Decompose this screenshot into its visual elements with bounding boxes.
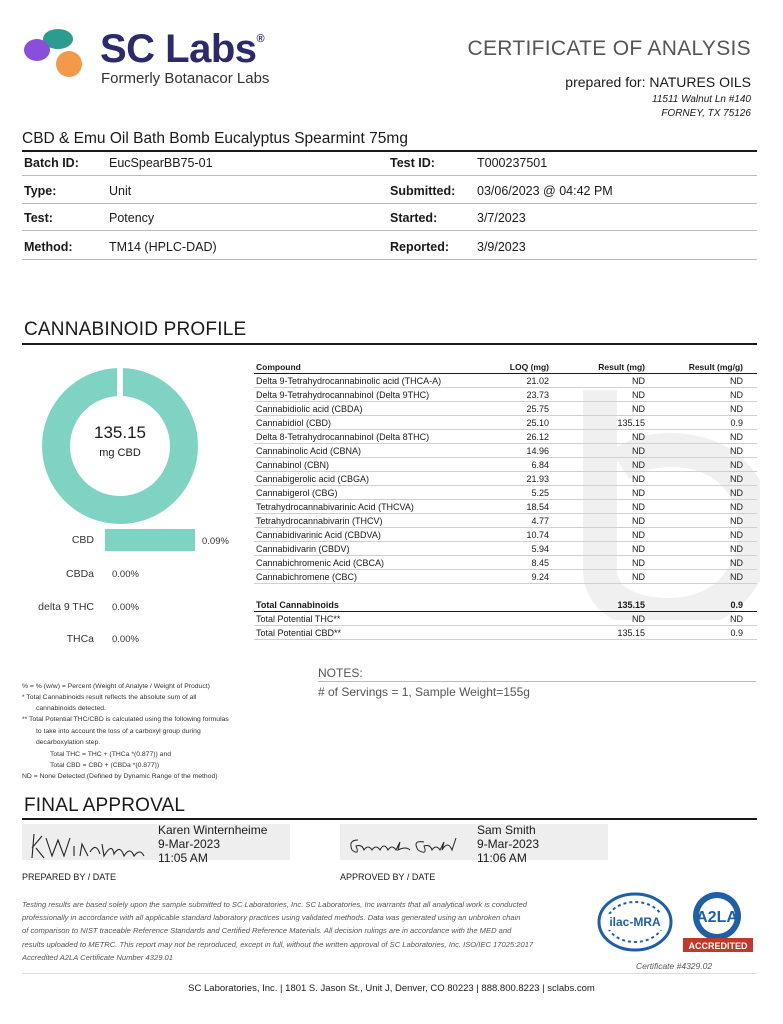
cell-loq: 9.24 bbox=[531, 572, 549, 582]
bar-label-cbda: CBDa bbox=[65, 568, 94, 580]
divider bbox=[22, 259, 757, 260]
cell-loq: 6.84 bbox=[531, 460, 549, 470]
cell-result: 135.15 bbox=[617, 418, 645, 428]
prepared-time: 11:05 AM bbox=[158, 852, 208, 862]
disclaimer-line: professionally in accordance with all applicable standard laboratory practices using validated methods. Data was generated using an unbroken chain bbox=[22, 913, 521, 923]
cell-result: ND bbox=[632, 516, 645, 526]
started-label: Started: bbox=[390, 211, 438, 225]
cell-loq: 14.96 bbox=[526, 446, 549, 456]
cell-result: ND bbox=[632, 488, 645, 498]
table-row bbox=[254, 514, 757, 528]
bar-pct-thca: 0.00% bbox=[112, 634, 139, 645]
ilac-mra-icon bbox=[599, 894, 671, 950]
cell-result-per-gram: 0.9 bbox=[730, 628, 743, 638]
cell-result-per-gram: ND bbox=[730, 432, 743, 442]
logo-orange-shape bbox=[56, 51, 82, 77]
cell-compound: Total Potential THC** bbox=[256, 614, 341, 624]
cell-result-per-gram: ND bbox=[730, 544, 743, 554]
divider bbox=[22, 230, 757, 231]
cell-result-per-gram: ND bbox=[730, 614, 743, 624]
cannabinoid-profile-title: CANNABINOID PROFILE bbox=[24, 319, 247, 340]
cell-compound: Tetrahydrocannabivarin (THCV) bbox=[256, 516, 383, 526]
cell-result-per-gram: ND bbox=[730, 390, 743, 400]
table-row bbox=[254, 556, 757, 570]
cell-compound: Delta 9-Tetrahydrocannabinolic acid (THCA-A) bbox=[256, 376, 442, 386]
cell-result: ND bbox=[632, 446, 645, 456]
cell-compound: Total Cannabinoids bbox=[256, 600, 339, 610]
footnote: Total CBD = CBD + (CBDa *(0.877)) bbox=[50, 762, 160, 769]
table-row bbox=[254, 444, 757, 458]
table-row bbox=[254, 402, 757, 416]
final-approval-title: FINAL APPROVAL bbox=[24, 795, 186, 816]
footnote: cannabinoids detected. bbox=[36, 705, 106, 712]
logo-purple-shape bbox=[24, 39, 50, 61]
client-address-line1: 11511 Walnut Ln #140 bbox=[652, 94, 751, 105]
approved-time: 11:06 AM bbox=[477, 852, 527, 862]
cell-result: ND bbox=[632, 614, 645, 624]
bar-label-delta9thc: delta 9 THC bbox=[38, 601, 94, 613]
bar-pct-cbda: 0.00% bbox=[112, 569, 139, 580]
started-value: 3/7/2023 bbox=[477, 211, 526, 225]
table-total-row bbox=[254, 626, 757, 640]
cell-result-per-gram: ND bbox=[730, 572, 743, 582]
divider bbox=[22, 818, 757, 820]
cell-loq: 10.74 bbox=[526, 530, 549, 540]
cell-result: ND bbox=[632, 390, 645, 400]
prepared-name: Karen Winternheime bbox=[158, 823, 268, 837]
signature-strokes bbox=[32, 834, 144, 858]
col-result: Result (mg) bbox=[598, 362, 645, 372]
bar-pct-delta9thc: 0.00% bbox=[112, 602, 139, 613]
bar-pct-cbd: 0.09% bbox=[202, 536, 229, 547]
signature-strokes bbox=[351, 838, 456, 852]
prepared-for: prepared for: NATURES OILS bbox=[565, 74, 751, 90]
donut-unit: mg CBD bbox=[99, 447, 141, 459]
cell-loq: 26.12 bbox=[526, 432, 549, 442]
table-row bbox=[254, 542, 757, 556]
approved-role: APPROVED BY / DATE bbox=[340, 872, 436, 882]
brand-subtitle: Formerly Botanacor Labs bbox=[101, 70, 270, 87]
cell-compound: Cannabidiol (CBD) bbox=[256, 418, 332, 428]
table-row bbox=[254, 374, 757, 388]
cell-result: ND bbox=[632, 502, 645, 512]
cell-result-per-gram: ND bbox=[730, 376, 743, 386]
sc-labs-logo bbox=[22, 26, 86, 82]
test-label: Test: bbox=[24, 211, 53, 225]
product-name: CBD & Emu Oil Bath Bomb Eucalyptus Spearmint 75mg bbox=[22, 130, 408, 147]
cell-compound: Cannabinol (CBN) bbox=[256, 460, 330, 470]
test-id-value: T000237501 bbox=[477, 156, 548, 170]
a2la-label: A2LA bbox=[696, 909, 738, 926]
divider bbox=[22, 175, 757, 176]
table-header bbox=[254, 360, 757, 374]
cell-result: 135.15 bbox=[617, 628, 645, 638]
cell-result: ND bbox=[632, 544, 645, 554]
cell-result-per-gram: ND bbox=[730, 488, 743, 498]
method-label: Method: bbox=[24, 240, 73, 254]
prepared-signature bbox=[26, 824, 150, 864]
cell-compound: Cannabidivarin (CBDV) bbox=[256, 544, 350, 554]
prepared-date: 9-Mar-2023 bbox=[158, 837, 221, 851]
type-label: Type: bbox=[24, 184, 57, 198]
table-row bbox=[254, 570, 757, 584]
donut-ring bbox=[56, 382, 184, 510]
cell-loq: 4.77 bbox=[531, 516, 549, 526]
accredited-label: ACCREDITED bbox=[688, 941, 748, 951]
cell-loq: 25.10 bbox=[526, 418, 549, 428]
cell-loq: 5.94 bbox=[531, 544, 549, 554]
cell-result-per-gram: ND bbox=[730, 530, 743, 540]
disclaimer-line: of comparison to NIST traceable Reference Standards and Certified Reference Materials. All decision rulings are in accordance with the MED and bbox=[22, 926, 512, 936]
footnote: % = % (w/w) = Percent (Weight of Analyte / Weight of Product) bbox=[22, 683, 210, 690]
brand-name: SC Labs® bbox=[100, 27, 265, 71]
footnote: * Total Cannabinoids result reflects the absolute sum of all bbox=[22, 694, 197, 701]
cell-result: ND bbox=[632, 404, 645, 414]
submitted-label: Submitted: bbox=[390, 184, 456, 198]
donut-value: 135.15 bbox=[94, 423, 146, 442]
test-value: Potency bbox=[109, 211, 155, 225]
cell-compound: Cannabichromene (CBC) bbox=[256, 572, 358, 582]
client-address-line2: FORNEY, TX 75126 bbox=[661, 108, 751, 119]
cell-compound: Cannabichromenic Acid (CBCA) bbox=[256, 558, 385, 568]
cannabinoid-table bbox=[254, 360, 757, 640]
cell-result-per-gram: ND bbox=[730, 502, 743, 512]
cell-result: ND bbox=[632, 432, 645, 442]
cell-result-per-gram: 0.9 bbox=[730, 418, 743, 428]
reported-value: 3/9/2023 bbox=[477, 240, 526, 254]
accreditation-badges bbox=[597, 890, 757, 958]
bar-label-thca: THCa bbox=[66, 633, 94, 645]
divider bbox=[22, 203, 757, 204]
footnote: ** Total Potential THC/CBD is calculated using the following formulas bbox=[22, 716, 229, 723]
cell-compound: Cannabinolic Acid (CBNA) bbox=[256, 446, 362, 456]
cell-result: ND bbox=[632, 474, 645, 484]
test-id-label: Test ID: bbox=[390, 156, 435, 170]
divider bbox=[22, 150, 757, 152]
notes-divider bbox=[318, 681, 756, 682]
approved-name: Sam Smith bbox=[477, 823, 536, 837]
table-row bbox=[254, 458, 757, 472]
table-row bbox=[254, 388, 757, 402]
table-total-row bbox=[254, 598, 757, 612]
col-result-per-gram: Result (mg/g) bbox=[688, 362, 743, 372]
notes-title: NOTES: bbox=[318, 666, 363, 680]
footnote: decarboxylation step. bbox=[36, 739, 101, 746]
table-row bbox=[254, 500, 757, 514]
document-title: CERTIFICATE OF ANALYSIS bbox=[467, 37, 751, 60]
table-body bbox=[254, 374, 757, 584]
disclaimer-line: Testing results are based solely upon the sample submitted to SC Laboratories, Inc. SC Laboratories, Inc warrants that all analytical work is conducted bbox=[22, 900, 527, 909]
a2la-icon bbox=[683, 892, 753, 952]
table-row bbox=[254, 486, 757, 500]
cell-result-per-gram: 0.9 bbox=[730, 600, 743, 610]
table-total-row bbox=[254, 612, 757, 626]
cell-compound: Tetrahydrocannabivarinic Acid (THCVA) bbox=[256, 502, 414, 512]
submitted-value: 03/06/2023 @ 04:42 PM bbox=[477, 184, 613, 198]
cell-compound: Cannabigerolic acid (CBGA) bbox=[256, 474, 370, 484]
certificate-number: Certificate #4329.02 bbox=[636, 961, 713, 971]
cell-result: ND bbox=[632, 558, 645, 568]
cell-result-per-gram: ND bbox=[730, 474, 743, 484]
ilac-label: ilac-MRA bbox=[609, 915, 661, 929]
table-spacer bbox=[254, 584, 757, 598]
cell-compound: Delta 8-Tetrahydrocannabinol (Delta 8THC) bbox=[256, 432, 430, 442]
col-loq: LOQ (mg) bbox=[509, 362, 549, 372]
cell-result-per-gram: ND bbox=[730, 446, 743, 456]
cell-result-per-gram: ND bbox=[730, 516, 743, 526]
divider bbox=[22, 343, 757, 345]
cell-compound: Cannabigerol (CBG) bbox=[256, 488, 338, 498]
bar-label-cbd: CBD bbox=[71, 534, 94, 546]
cell-loq: 18.54 bbox=[526, 502, 549, 512]
table-row bbox=[254, 528, 757, 542]
divider bbox=[22, 973, 757, 974]
cell-result-per-gram: ND bbox=[730, 558, 743, 568]
disclaimer-line: Accredited A2LA Certificate Number 4329.01 bbox=[22, 952, 173, 962]
cell-result-per-gram: ND bbox=[730, 460, 743, 470]
table-row bbox=[254, 416, 757, 430]
col-compound: Compound bbox=[256, 362, 301, 372]
cell-result: 135.15 bbox=[617, 600, 645, 610]
footer-contact: SC Laboratories, Inc. | 1801 S. Jason St., Unit J, Denver, CO 80223 | 888.800.8223 | sclabs.com bbox=[188, 983, 595, 994]
cell-loq: 8.45 bbox=[531, 558, 549, 568]
bar-fill-cbd bbox=[105, 529, 195, 551]
reported-label: Reported: bbox=[390, 240, 450, 254]
cell-loq: 21.93 bbox=[526, 474, 549, 484]
cell-result: ND bbox=[632, 376, 645, 386]
cell-loq: 21.02 bbox=[526, 376, 549, 386]
batch-id-value: EucSpearBB75-01 bbox=[109, 156, 213, 170]
batch-id-label: Batch ID: bbox=[24, 156, 79, 170]
cell-loq: 5.25 bbox=[531, 488, 549, 498]
cell-result: ND bbox=[632, 530, 645, 540]
footnote: ND = None Detected (Defined by Dynamic Range of the method) bbox=[22, 773, 218, 780]
approved-signature bbox=[346, 830, 464, 860]
footnote: to take into account the loss of a carboxyl group during bbox=[36, 728, 201, 735]
donut-gap bbox=[117, 366, 123, 400]
cell-loq: 23.73 bbox=[526, 390, 549, 400]
disclaimer bbox=[22, 898, 602, 964]
notes-text: # of Servings = 1, Sample Weight=155g bbox=[318, 685, 530, 699]
cell-compound: Cannabidiolic acid (CBDA) bbox=[256, 404, 363, 414]
footnote: Total THC = THC + (THCa *(0.877)) and bbox=[50, 751, 172, 758]
approved-date: 9-Mar-2023 bbox=[477, 837, 540, 851]
cell-result-per-gram: ND bbox=[730, 404, 743, 414]
type-value: Unit bbox=[109, 184, 132, 198]
cell-compound: Delta 9-Tetrahydrocannabinol (Delta 9THC) bbox=[256, 390, 430, 400]
table-totals bbox=[254, 598, 757, 640]
cell-loq: 25.75 bbox=[526, 404, 549, 414]
table-row bbox=[254, 430, 757, 444]
cell-compound: Total Potential CBD** bbox=[256, 628, 342, 638]
method-value: TM14 (HPLC-DAD) bbox=[109, 240, 217, 254]
cbd-donut-chart bbox=[40, 366, 200, 526]
prepared-role: PREPARED BY / DATE bbox=[22, 872, 117, 882]
table-row bbox=[254, 472, 757, 486]
cell-result: ND bbox=[632, 460, 645, 470]
cell-compound: Cannabidivarinic Acid (CBDVA) bbox=[256, 530, 381, 540]
cell-result: ND bbox=[632, 572, 645, 582]
disclaimer-line: results uploaded to METRC. This report may not be reproduced, except in full, without the written approval of SC Laboratories, Inc. ISO/IEC 17025:2017 bbox=[22, 939, 534, 949]
